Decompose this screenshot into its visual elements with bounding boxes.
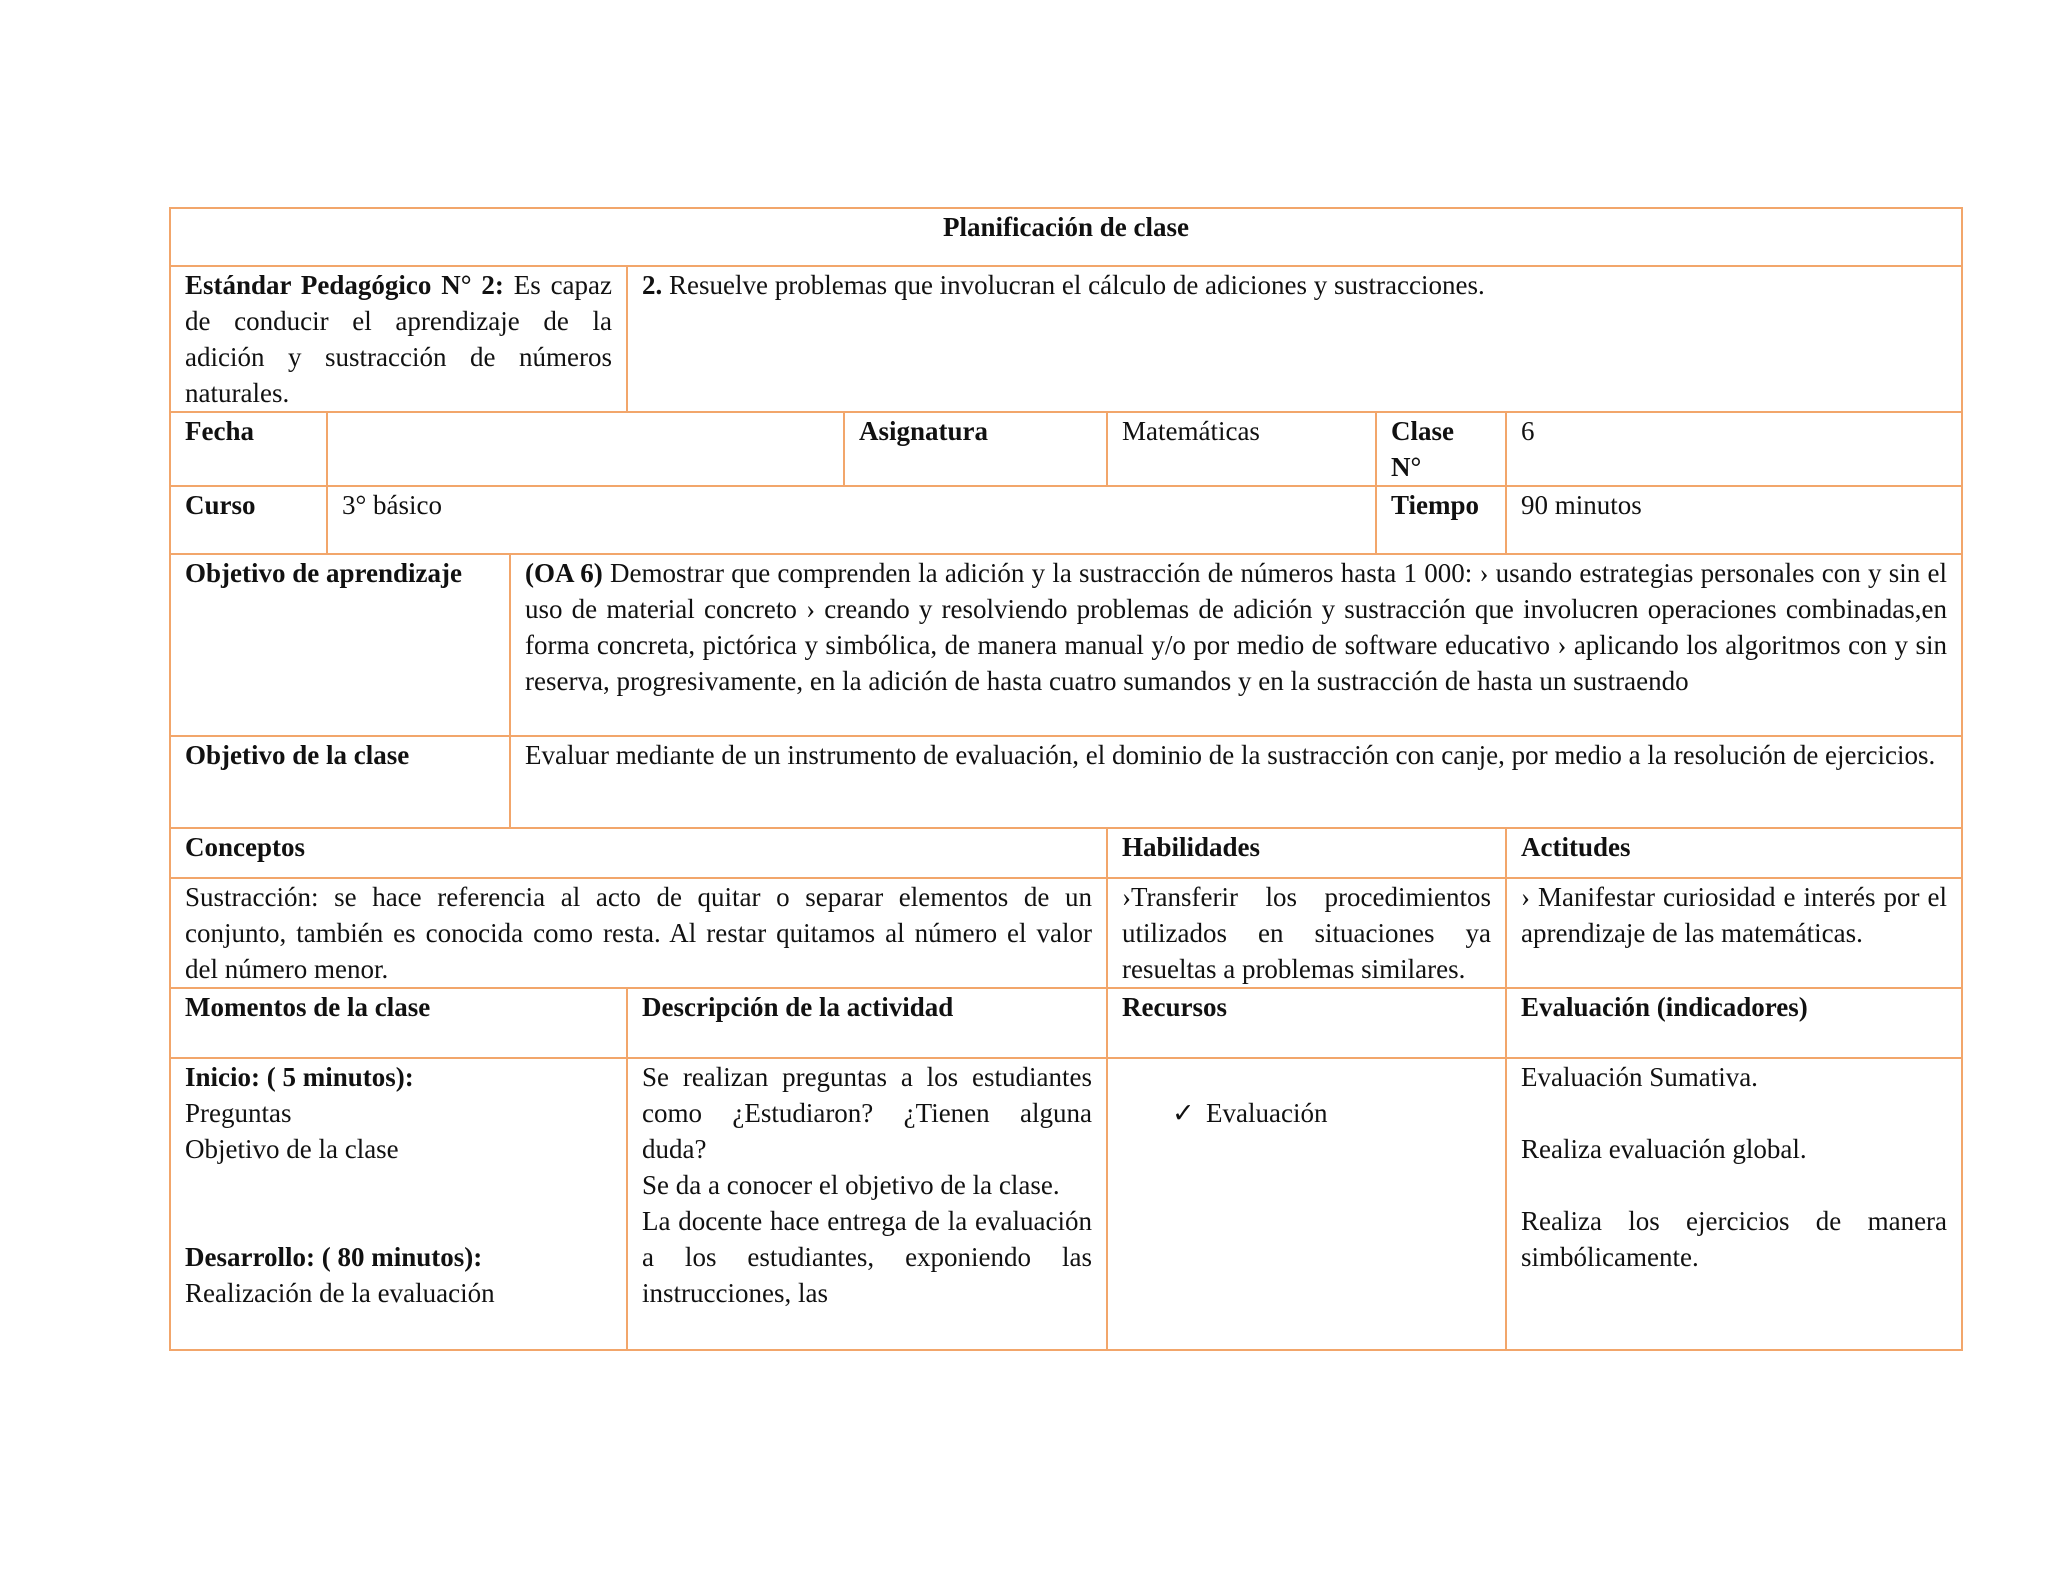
descripcion-p2: Se da a conocer el objetivo de la clase. [642,1170,1060,1200]
fecha-value [327,412,844,486]
curso-label: Curso [170,486,327,554]
desarrollo-label: Desarrollo: ( 80 minutos): [185,1242,483,1272]
fecha-label: Fecha [170,412,327,486]
actitudes-header: Actitudes [1506,828,1962,878]
objetivo-clase-label: Objetivo de la clase [170,736,510,828]
estandar-item-text: Resuelve problemas que involucran el cálculo de adiciones y sustracciones. [669,270,1485,300]
recursos-cell [1107,1058,1506,1350]
evaluacion-e3: Realiza los ejercicios de manera simbólicamente. [1521,1206,1948,1272]
momentos-cell [170,1058,627,1350]
evaluacion-e1: Evaluación Sumativa. [1521,1062,1758,1092]
tiempo-value: 90 minutos [1506,486,1962,554]
planning-document [169,207,1961,1351]
checkmark-icon: ✓ [1172,1098,1195,1128]
objetivo-clase-text: Evaluar mediante de un instrumento de evaluación, el dominio de la sustracción con canje, por medio a la resolución de ejercicios. [510,736,1962,828]
table-title: Planificación de clase [170,208,1962,266]
habilidades-text: ›Transferir los procedimientos utilizados en situaciones ya resueltas a problemas similares. [1107,878,1506,988]
objetivo-aprendizaje-text: (OA 6) Demostrar que comprenden la adición y la sustracción de números hasta 1 000: › usando estrategias personales con y sin el uso de material concreto › creando y resolviendo problemas de adición y sustracción que involucren operaciones combinadas,en forma concreta, pictórica y simbólica, de manera manual y/o por medio de software educativo › aplicando los algoritmos con y sin reserva, progresivamente, en la adición de hasta cuatro sumandos y en la sustracción de hasta un sustraendo [510,554,1962,736]
evaluacion-e2: Realiza evaluación global. [1521,1134,1807,1164]
descripcion-p3: La docente hace entrega de la evaluación a los estudiantes, exponiendo las instrucciones, las [642,1206,1092,1308]
clase-label: Clase N° [1376,412,1506,486]
descripcion-cell [627,1058,1107,1350]
habilidades-header: Habilidades [1107,828,1506,878]
recursos-header: Recursos [1107,988,1506,1058]
estandar-text: Es capaz de conducir el aprendizaje de la adición y sustracción de números naturales. [185,270,613,408]
tiempo-label: Tiempo [1376,486,1506,554]
clase-value: 6 [1506,412,1962,486]
estandar-cell [170,266,627,412]
estandar-label: Estándar Pedagógico N° 2: [185,270,504,300]
conceptos-text: Sustracción: se hace referencia al acto de quitar o separar elementos de un conjunto, también es conocida como resta. Al restar quitamos al número el valor del número menor. [170,878,1107,988]
asignatura-value: Matemáticas [1107,412,1376,486]
inicio-item: Preguntas [185,1098,292,1128]
recursos-item: ✓ Evaluación [1122,1095,1491,1131]
desarrollo-item: Realización de la evaluación [185,1278,495,1308]
planning-table [169,207,1963,1351]
estandar-item-cell: 2. Resuelve problemas que involucran el cálculo de adiciones y sustracciones. [627,266,1962,412]
descripcion-p1: Se realizan preguntas a los estudiantes como ¿Estudiaron? ¿Tienen alguna duda? [642,1062,1092,1164]
objetivo-aprendizaje-label: Objetivo de aprendizaje [170,554,510,736]
evaluacion-cell [1506,1058,1962,1350]
evaluacion-header: Evaluación (indicadores) [1506,988,1962,1058]
inicio-label: Inicio: ( 5 minutos): [185,1062,414,1092]
curso-value: 3° básico [327,486,1376,554]
actitudes-text: › Manifestar curiosidad e interés por el aprendizaje de las matemáticas. [1506,878,1962,988]
momentos-header: Momentos de la clase [170,988,627,1058]
asignatura-label: Asignatura [844,412,1107,486]
descripcion-header: Descripción de la actividad [627,988,1107,1058]
conceptos-header: Conceptos [170,828,1107,878]
inicio-item: Objetivo de la clase [185,1134,399,1164]
